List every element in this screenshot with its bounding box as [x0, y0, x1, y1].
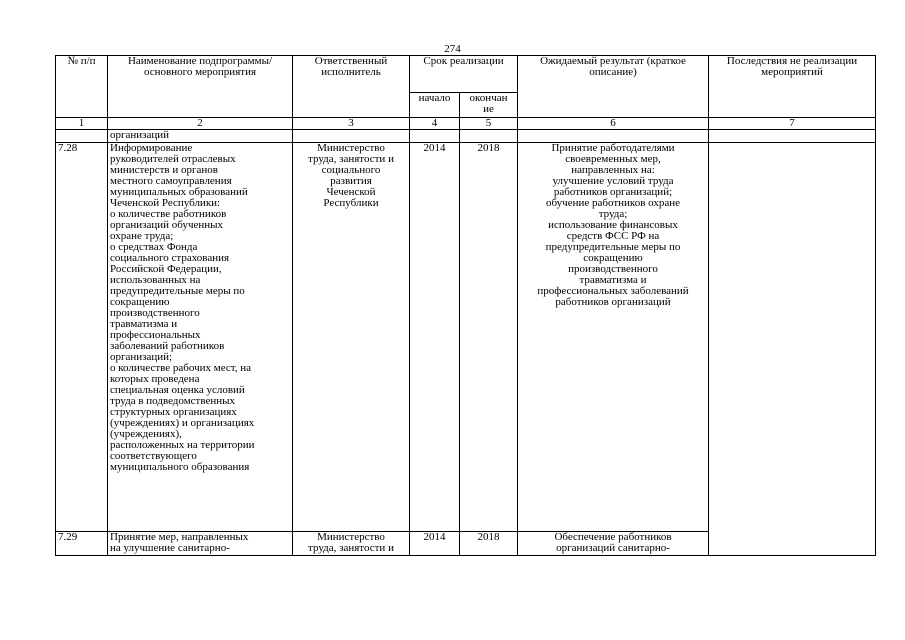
- continuation-executor: [293, 130, 410, 143]
- text-line: муниципального образования: [110, 461, 250, 473]
- program-table: [55, 55, 876, 556]
- column-number: 4: [410, 118, 460, 130]
- text-line: Республики: [323, 197, 379, 209]
- text-line: (учреждениях) и организациях: [110, 417, 255, 429]
- text-line: муниципальных образований: [110, 186, 248, 198]
- text-line: производственного: [110, 307, 200, 319]
- row-number: 7.29: [56, 532, 108, 556]
- text-line: расположенных на территории: [110, 439, 255, 451]
- text-line: труда, занятости и: [308, 153, 394, 165]
- text-line: местного самоуправления: [110, 175, 232, 187]
- continuation-start: [410, 130, 460, 143]
- text-line: (учреждениях),: [110, 428, 182, 440]
- column-number: 5: [460, 118, 518, 130]
- text-line: Российской Федерации,: [110, 263, 222, 275]
- text-line: работников организаций;: [553, 186, 673, 198]
- text-line: Принятие мер, направленных: [110, 531, 249, 543]
- row-start: 2014: [410, 532, 460, 556]
- row-name: [108, 143, 293, 532]
- column-number: 2: [108, 118, 293, 130]
- text-line: специальная оценка условий: [110, 384, 245, 396]
- continuation-consequences: [709, 130, 876, 143]
- text-line: министерств и органов: [110, 164, 218, 176]
- text-line: организаций;: [110, 351, 173, 363]
- text-line: Обеспечение работников: [554, 531, 672, 543]
- continuation-end: [460, 130, 518, 143]
- text-line: социального страхования: [110, 252, 230, 264]
- row-number: 7.28: [56, 143, 108, 532]
- text-line: профессиональных: [110, 329, 201, 341]
- text-line: травматизма и: [110, 318, 178, 330]
- text-line: на улучшение санитарно-: [110, 542, 230, 554]
- header-end: [460, 93, 518, 118]
- text-line: организаций обученных: [110, 219, 224, 231]
- text-line: развития: [330, 175, 372, 187]
- text-line: своевременных мер,: [565, 153, 661, 165]
- continuation-name: организаций: [108, 130, 293, 143]
- text-line: организаций санитарно-: [556, 542, 670, 554]
- row-consequences: [709, 143, 876, 556]
- row-executor: [293, 143, 410, 532]
- text-line: Чеченской Республики:: [110, 197, 221, 209]
- row-executor: [293, 532, 410, 556]
- text-line: Чеченской: [326, 186, 376, 198]
- row-name: [108, 532, 293, 556]
- continuation-number: [56, 130, 108, 143]
- text-line: Принятие работодателями: [551, 142, 675, 154]
- header-end-line: ие: [483, 103, 494, 115]
- text-line: труда;: [598, 208, 628, 220]
- continuation-result: [518, 130, 709, 143]
- column-number: 7: [709, 118, 876, 130]
- row-end: 2018: [460, 532, 518, 556]
- text-line: производственного: [568, 263, 658, 275]
- text-line: сокращению: [110, 296, 170, 308]
- text-line: Министерство: [317, 142, 385, 154]
- text-line: направленных на:: [571, 164, 655, 176]
- text-line: о количестве рабочих мест, на: [110, 362, 252, 374]
- text-line: средств ФСС РФ на: [566, 230, 660, 242]
- text-line: улучшение условий труда: [552, 175, 674, 187]
- text-line: охране труда;: [110, 230, 174, 242]
- text-line: структурных организациях: [110, 406, 237, 418]
- text-line: использованных на: [110, 274, 201, 286]
- header-end-line: окончан: [469, 92, 508, 104]
- text-line: предупредительные меры по: [545, 241, 681, 253]
- text-line: профессиональных заболеваний: [537, 285, 689, 297]
- column-number-row: [56, 118, 876, 130]
- column-number: 1: [56, 118, 108, 130]
- text-line: травматизма и: [579, 274, 647, 286]
- row-end: 2018: [460, 143, 518, 532]
- page-number: 274: [444, 43, 461, 55]
- text-line: труда, занятости и: [308, 542, 394, 554]
- header-start: начало: [410, 93, 460, 118]
- text-line: сокращению: [583, 252, 643, 264]
- text-line: о количестве работников: [110, 208, 227, 220]
- row-result: [518, 532, 709, 556]
- table-row: [56, 143, 876, 532]
- header-executor: Ответственный исполнитель: [293, 56, 410, 118]
- text-line: которых проведена: [110, 373, 200, 385]
- header-result: Ожидаемый результат (краткое описание): [518, 56, 709, 118]
- text-line: социального: [321, 164, 381, 176]
- text-line: соответствующего: [110, 450, 197, 462]
- column-number: 3: [293, 118, 410, 130]
- text-line: Информирование: [110, 142, 193, 154]
- text-line: заболеваний работников: [110, 340, 225, 352]
- text-line: работников организаций: [555, 296, 671, 308]
- continuation-row: [56, 130, 876, 143]
- header-name: Наименование подпрограммы/ основного мероприятия: [108, 56, 293, 118]
- text-line: труда в подведомственных: [110, 395, 236, 407]
- text-line: о средствах Фонда: [110, 241, 198, 253]
- header-consequences: Последствия не реализации мероприятий: [709, 56, 876, 118]
- column-number: 6: [518, 118, 709, 130]
- row-start: 2014: [410, 143, 460, 532]
- row-result: [518, 143, 709, 532]
- text-line: предупредительные меры по: [110, 285, 245, 297]
- text-line: руководителей отраслевых: [110, 153, 236, 165]
- header-period: Срок реализации: [410, 56, 518, 93]
- header-number: № п/п: [56, 56, 108, 118]
- text-line: обучение работников охране: [546, 197, 681, 209]
- text-line: использование финансовых: [548, 219, 678, 231]
- text-line: Министерство: [317, 531, 385, 543]
